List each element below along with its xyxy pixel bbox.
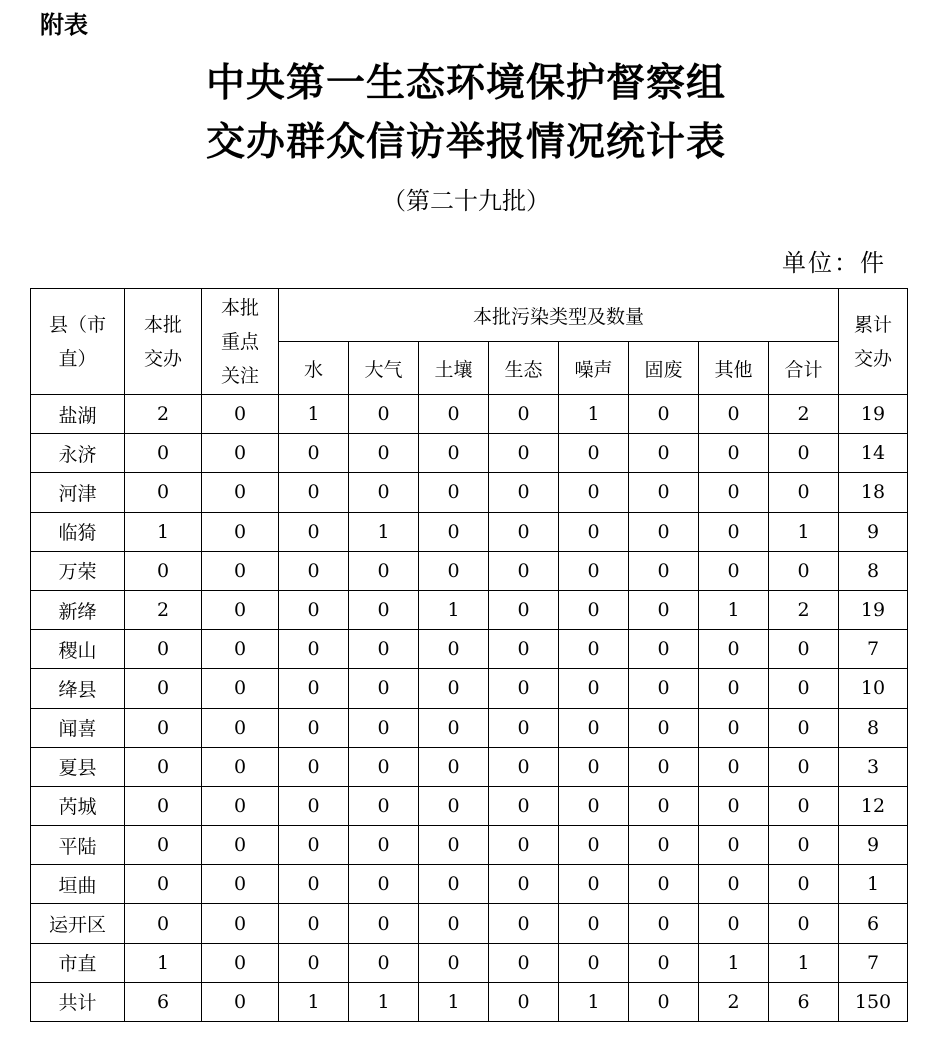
cell-noise: 1 (559, 982, 629, 1021)
cell-county-name: 永济 (31, 434, 125, 473)
cell-batch-assigned: 0 (125, 865, 202, 904)
cell-other: 0 (699, 786, 769, 825)
header-type-water: 水 (279, 342, 349, 395)
cell-other: 0 (699, 551, 769, 590)
cell-water: 0 (279, 747, 349, 786)
cell-air: 0 (349, 865, 419, 904)
cell-air: 0 (349, 904, 419, 943)
cell-key-focus: 0 (202, 943, 279, 982)
cell-solid-waste: 0 (629, 786, 699, 825)
cell-solid-waste: 0 (629, 865, 699, 904)
table-row (31, 512, 908, 551)
cell-ecology: 0 (489, 982, 559, 1021)
table-row (31, 904, 908, 943)
cell-air: 0 (349, 473, 419, 512)
header-cumulative-line2: 交办 (853, 347, 892, 370)
cell-ecology: 0 (489, 590, 559, 629)
cell-county-name: 稷山 (31, 630, 125, 669)
cell-batch-assigned: 0 (125, 904, 202, 943)
cell-other: 0 (699, 512, 769, 551)
header-type-other: 其他 (699, 342, 769, 395)
cell-other: 0 (699, 904, 769, 943)
cell-type-total: 2 (769, 590, 839, 629)
cell-water: 1 (279, 982, 349, 1021)
cell-solid-waste: 0 (629, 512, 699, 551)
cell-ecology: 0 (489, 904, 559, 943)
cell-cumulative: 9 (839, 826, 908, 865)
cell-other: 2 (699, 982, 769, 1021)
cell-water: 0 (279, 865, 349, 904)
table-row (31, 590, 908, 629)
header-key-focus (202, 289, 279, 395)
cell-cumulative: 150 (839, 982, 908, 1021)
table-row (31, 826, 908, 865)
cell-batch-assigned: 0 (125, 473, 202, 512)
cell-type-total: 1 (769, 512, 839, 551)
cell-type-total: 0 (769, 786, 839, 825)
header-batch-assigned (125, 289, 202, 395)
cell-key-focus: 0 (202, 747, 279, 786)
cell-ecology: 0 (489, 786, 559, 825)
cell-noise: 0 (559, 786, 629, 825)
cell-batch-assigned: 0 (125, 630, 202, 669)
cell-type-total: 2 (769, 395, 839, 434)
cell-soil: 0 (419, 786, 489, 825)
cell-batch-assigned: 0 (125, 747, 202, 786)
cell-solid-waste: 0 (629, 747, 699, 786)
cell-solid-waste: 0 (629, 473, 699, 512)
cell-soil: 1 (419, 590, 489, 629)
cell-ecology: 0 (489, 473, 559, 512)
cell-soil: 0 (419, 708, 489, 747)
cell-type-total: 0 (769, 904, 839, 943)
table-row (31, 473, 908, 512)
table-row (31, 865, 908, 904)
cell-soil: 0 (419, 630, 489, 669)
cell-noise: 0 (559, 747, 629, 786)
cell-water: 0 (279, 786, 349, 825)
cell-other: 0 (699, 865, 769, 904)
cell-ecology: 0 (489, 865, 559, 904)
cell-batch-assigned: 0 (125, 434, 202, 473)
cell-type-total: 1 (769, 943, 839, 982)
page-title-line2: 交办群众信访举报情况统计表 (205, 119, 726, 165)
header-county-line2: 直） (58, 347, 97, 370)
cell-solid-waste: 0 (629, 943, 699, 982)
cell-soil: 0 (419, 747, 489, 786)
cell-water: 0 (279, 826, 349, 865)
header-type-soil: 土壤 (419, 342, 489, 395)
cell-noise: 0 (559, 826, 629, 865)
cell-solid-waste: 0 (629, 669, 699, 708)
cell-soil: 0 (419, 434, 489, 473)
cell-type-total: 0 (769, 826, 839, 865)
cell-noise: 0 (559, 473, 629, 512)
cell-air: 0 (349, 434, 419, 473)
cell-ecology: 0 (489, 512, 559, 551)
header-county-line1: 县（市 (48, 313, 106, 336)
header-batch-assigned-line2: 交办 (143, 347, 182, 370)
cell-key-focus: 0 (202, 473, 279, 512)
table-row (31, 786, 908, 825)
cell-type-total: 0 (769, 473, 839, 512)
batch-number: （第二十九批） (382, 187, 550, 215)
cell-noise: 0 (559, 551, 629, 590)
cell-other: 0 (699, 434, 769, 473)
cell-cumulative: 1 (839, 865, 908, 904)
unit-label: 单位：件 (782, 249, 886, 277)
cell-key-focus: 0 (202, 434, 279, 473)
cell-key-focus: 0 (202, 786, 279, 825)
cell-water: 0 (279, 551, 349, 590)
cell-water: 0 (279, 473, 349, 512)
cell-type-total: 0 (769, 434, 839, 473)
cell-solid-waste: 0 (629, 982, 699, 1021)
cell-cumulative: 3 (839, 747, 908, 786)
cell-soil: 0 (419, 512, 489, 551)
cell-ecology: 0 (489, 826, 559, 865)
cell-water: 1 (279, 395, 349, 434)
cell-solid-waste: 0 (629, 826, 699, 865)
cell-noise: 0 (559, 669, 629, 708)
cell-cumulative: 8 (839, 708, 908, 747)
cell-key-focus: 0 (202, 590, 279, 629)
header-batch-assigned-line1: 本批 (143, 313, 182, 336)
cell-type-total: 0 (769, 669, 839, 708)
cell-cumulative: 19 (839, 590, 908, 629)
cell-county-name: 共计 (31, 982, 125, 1021)
cell-noise: 0 (559, 904, 629, 943)
cell-county-name: 临猗 (31, 512, 125, 551)
cell-ecology: 0 (489, 630, 559, 669)
table-row (31, 747, 908, 786)
header-type-total: 合计 (769, 342, 839, 395)
cell-batch-assigned: 2 (125, 395, 202, 434)
cell-county-name: 绛县 (31, 669, 125, 708)
cell-soil: 0 (419, 943, 489, 982)
cell-batch-assigned: 1 (125, 512, 202, 551)
cell-soil: 0 (419, 395, 489, 434)
cell-county-name: 平陆 (31, 826, 125, 865)
cell-key-focus: 0 (202, 512, 279, 551)
cell-cumulative: 7 (839, 943, 908, 982)
cell-noise: 0 (559, 630, 629, 669)
cell-cumulative: 10 (839, 669, 908, 708)
cell-water: 0 (279, 708, 349, 747)
cell-air: 0 (349, 395, 419, 434)
cell-key-focus: 0 (202, 630, 279, 669)
table-row (31, 395, 908, 434)
cell-air: 0 (349, 786, 419, 825)
cell-county-name: 夏县 (31, 747, 125, 786)
cell-cumulative: 14 (839, 434, 908, 473)
table-row (31, 708, 908, 747)
cell-other: 0 (699, 630, 769, 669)
cell-type-total: 0 (769, 630, 839, 669)
cell-other: 1 (699, 943, 769, 982)
cell-air: 1 (349, 982, 419, 1021)
cell-ecology: 0 (489, 747, 559, 786)
cell-other: 0 (699, 826, 769, 865)
cell-other: 1 (699, 590, 769, 629)
page-title-line1: 中央第一生态环境保护督察组 (205, 60, 726, 106)
cell-solid-waste: 0 (629, 630, 699, 669)
cell-batch-assigned: 1 (125, 943, 202, 982)
cell-water: 0 (279, 630, 349, 669)
header-type-solid-waste: 固废 (629, 342, 699, 395)
cell-noise: 1 (559, 395, 629, 434)
cell-type-total: 0 (769, 708, 839, 747)
header-type-noise: 噪声 (559, 342, 629, 395)
header-key-focus-line1: 本批 (220, 296, 259, 319)
cell-ecology: 0 (489, 551, 559, 590)
cell-air: 0 (349, 590, 419, 629)
cell-cumulative: 12 (839, 786, 908, 825)
cell-cumulative: 6 (839, 904, 908, 943)
cell-noise: 0 (559, 708, 629, 747)
cell-county-name: 盐湖 (31, 395, 125, 434)
table-row (31, 943, 908, 982)
cell-ecology: 0 (489, 395, 559, 434)
cell-batch-assigned: 0 (125, 669, 202, 708)
cell-solid-waste: 0 (629, 708, 699, 747)
cell-solid-waste: 0 (629, 434, 699, 473)
cell-solid-waste: 0 (629, 551, 699, 590)
cell-soil: 0 (419, 473, 489, 512)
cell-ecology: 0 (489, 943, 559, 982)
cell-solid-waste: 0 (629, 395, 699, 434)
appendix-label: 附表 (40, 11, 88, 39)
cell-noise: 0 (559, 865, 629, 904)
cell-batch-assigned: 0 (125, 786, 202, 825)
cell-county-name: 运开区 (31, 904, 125, 943)
cell-other: 0 (699, 473, 769, 512)
table-body (31, 395, 908, 1022)
cell-water: 0 (279, 512, 349, 551)
cell-key-focus: 0 (202, 826, 279, 865)
cell-other: 0 (699, 747, 769, 786)
cell-air: 0 (349, 551, 419, 590)
cell-water: 0 (279, 590, 349, 629)
cell-key-focus: 0 (202, 865, 279, 904)
cell-noise: 0 (559, 512, 629, 551)
cell-water: 0 (279, 434, 349, 473)
cell-county-name: 垣曲 (31, 865, 125, 904)
cell-air: 0 (349, 708, 419, 747)
cell-ecology: 0 (489, 669, 559, 708)
cell-air: 0 (349, 630, 419, 669)
cell-county-name: 万荣 (31, 551, 125, 590)
cell-soil: 0 (419, 669, 489, 708)
header-key-focus-line2: 重点 (220, 330, 259, 353)
cell-type-total: 6 (769, 982, 839, 1021)
cell-solid-waste: 0 (629, 904, 699, 943)
table-total-row (31, 982, 908, 1021)
cell-air: 0 (349, 826, 419, 865)
table-row (31, 630, 908, 669)
cell-water: 0 (279, 943, 349, 982)
cell-batch-assigned: 0 (125, 551, 202, 590)
cell-other: 0 (699, 669, 769, 708)
cell-water: 0 (279, 669, 349, 708)
table-row (31, 551, 908, 590)
cell-type-total: 0 (769, 747, 839, 786)
cell-ecology: 0 (489, 708, 559, 747)
cell-water: 0 (279, 904, 349, 943)
header-cumulative (839, 289, 908, 395)
cell-other: 0 (699, 395, 769, 434)
statistics-table (30, 288, 908, 1022)
cell-key-focus: 0 (202, 395, 279, 434)
cell-soil: 0 (419, 826, 489, 865)
cell-noise: 0 (559, 943, 629, 982)
cell-key-focus: 0 (202, 708, 279, 747)
cell-noise: 0 (559, 434, 629, 473)
cell-county-name: 闻喜 (31, 708, 125, 747)
table-row (31, 669, 908, 708)
cell-county-name: 新绛 (31, 590, 125, 629)
cell-noise: 0 (559, 590, 629, 629)
cell-county-name: 芮城 (31, 786, 125, 825)
header-type-ecology: 生态 (489, 342, 559, 395)
cell-county-name: 市直 (31, 943, 125, 982)
cell-key-focus: 0 (202, 904, 279, 943)
header-key-focus-line3: 关注 (220, 364, 259, 387)
cell-batch-assigned: 2 (125, 590, 202, 629)
cell-key-focus: 0 (202, 982, 279, 1021)
cell-soil: 0 (419, 904, 489, 943)
cell-cumulative: 9 (839, 512, 908, 551)
cell-type-total: 0 (769, 551, 839, 590)
cell-ecology: 0 (489, 434, 559, 473)
header-cumulative-line1: 累计 (853, 313, 892, 336)
cell-batch-assigned: 0 (125, 708, 202, 747)
header-type-air: 大气 (349, 342, 419, 395)
cell-air: 0 (349, 669, 419, 708)
cell-soil: 1 (419, 982, 489, 1021)
cell-air: 1 (349, 512, 419, 551)
cell-batch-assigned: 6 (125, 982, 202, 1021)
cell-cumulative: 18 (839, 473, 908, 512)
cell-county-name: 河津 (31, 473, 125, 512)
cell-cumulative: 19 (839, 395, 908, 434)
cell-cumulative: 7 (839, 630, 908, 669)
table-row (31, 434, 908, 473)
cell-type-total: 0 (769, 865, 839, 904)
cell-soil: 0 (419, 551, 489, 590)
header-pollution-group: 本批污染类型及数量 (279, 289, 839, 342)
header-county (31, 289, 125, 395)
cell-air: 0 (349, 943, 419, 982)
cell-other: 0 (699, 708, 769, 747)
cell-cumulative: 8 (839, 551, 908, 590)
cell-soil: 0 (419, 865, 489, 904)
cell-solid-waste: 0 (629, 590, 699, 629)
cell-key-focus: 0 (202, 551, 279, 590)
cell-air: 0 (349, 747, 419, 786)
cell-batch-assigned: 0 (125, 826, 202, 865)
cell-key-focus: 0 (202, 669, 279, 708)
